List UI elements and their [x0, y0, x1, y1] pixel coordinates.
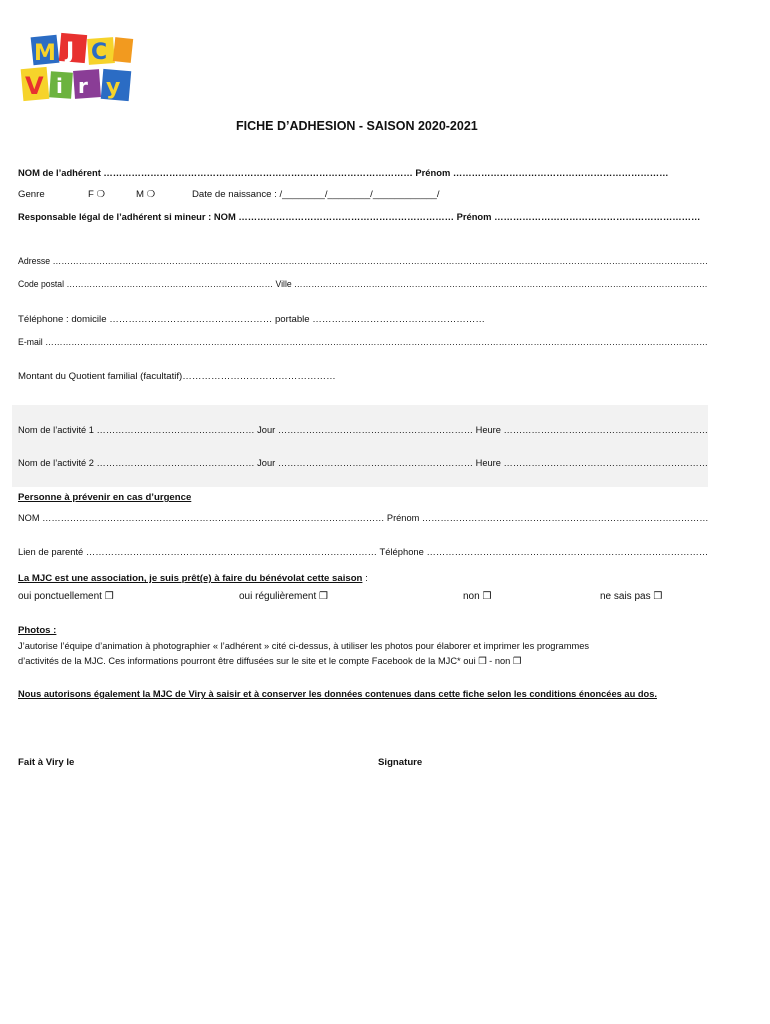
benevolat-heading: La MJC est une association, je suis prêt(e) à faire du bénévolat cette saison: [18, 573, 363, 584]
svg-text:J: J: [66, 39, 75, 64]
benevolat-colon: :: [362, 573, 368, 584]
responsable-legal-field[interactable]: Responsable légal de l’adhérent si mineur : NOM …………………………………………………………… Prénom …………………………………………………………: [18, 211, 701, 222]
autorisation-text: Nous autorisons également la MJC de Viry à saisir et à conserver les données contenues dans cette fiche selon les conditions énoncées au dos.: [18, 689, 657, 699]
benevolat-heading-line: [18, 573, 368, 584]
email-field[interactable]: E-mail …………………………………………………………………………………………………………………………………………………………………………………………………………: [18, 337, 708, 348]
nom-adherent-field[interactable]: NOM de l’adhérent ……………………………………………………………………………………… Prénom ……………………………………………………………: [18, 167, 669, 178]
adresse-field[interactable]: Adresse ………………………………………………………………………………………………………………………………………………………………………………………………………: [18, 256, 708, 267]
quotient-familial-field[interactable]: Montant du Quotient familial (facultatif)…………………………………………: [18, 371, 336, 382]
genre-m-radio[interactable]: M ❍: [136, 189, 156, 200]
date-naissance-field[interactable]: Date de naissance : /________/________/____________/: [192, 189, 440, 200]
benevolat-ponctuel-checkbox[interactable]: oui ponctuellement ❒: [18, 591, 114, 602]
svg-text:C: C: [91, 40, 108, 65]
benevolat-regulier-checkbox[interactable]: oui régulièrement ❒: [239, 591, 329, 602]
benevolat-non-checkbox[interactable]: non ❒: [463, 591, 492, 602]
photos-consent-line[interactable]: d’activités de la MJC. Ces informations pourront être diffusées sur le site et le compte Facebook de la MJC* oui ❒ - non ❒: [18, 656, 522, 666]
photos-text-line-1: J’autorise l’équipe d’animation à photographier « l’adhérent » cité ci-dessus, à utiliser les photos pour élaborer et imprimer les programmes: [18, 641, 590, 651]
activite-2-field[interactable]: Nom de l’activité 2 …………………………………………… Jour ……………………………………………………… Heure …………………………………………………………: [18, 458, 709, 469]
svg-text:M: M: [34, 41, 56, 66]
photos-heading: Photos :: [18, 625, 57, 636]
svg-text:y: y: [106, 75, 121, 100]
mjc-viry-logo: [20, 30, 135, 110]
benevolat-ne-sais-pas-checkbox[interactable]: ne sais pas ❒: [600, 591, 663, 602]
telephone-field[interactable]: Téléphone : domicile …………………………………………… portable ………………………………………………: [18, 314, 485, 325]
activite-1-field[interactable]: Nom de l’activité 1 …………………………………………… Jour ……………………………………………………… Heure …………………………………………………………: [18, 425, 709, 436]
form-title: FICHE D’ADHESION - SAISON 2020-2021: [236, 119, 478, 133]
activites-band: [12, 405, 708, 487]
svg-text:i: i: [56, 74, 63, 98]
genre-f-radio[interactable]: F ❍: [88, 189, 106, 200]
urgence-heading: Personne à prévenir en cas d’urgence: [18, 492, 192, 503]
urgence-lien-field[interactable]: Lien de parenté ………………………………………………………………………………… Téléphone ………………………………………………………………………………: [18, 547, 709, 558]
urgence-nom-field[interactable]: NOM ………………………………………………………………………………………………… Prénom …………………………………………………………………………………: [18, 513, 709, 524]
signature-label: Signature: [378, 757, 423, 768]
code-postal-ville-field[interactable]: Code postal ……………………………………………………………… Ville ………………………………………………………………………………………………………………………………: [18, 279, 708, 290]
genre-label: Genre: [18, 189, 45, 200]
logo-tiles: [21, 33, 134, 101]
fait-a-label: Fait à Viry le: [18, 757, 75, 768]
svg-text:r: r: [78, 74, 88, 98]
svg-text:V: V: [25, 72, 44, 100]
